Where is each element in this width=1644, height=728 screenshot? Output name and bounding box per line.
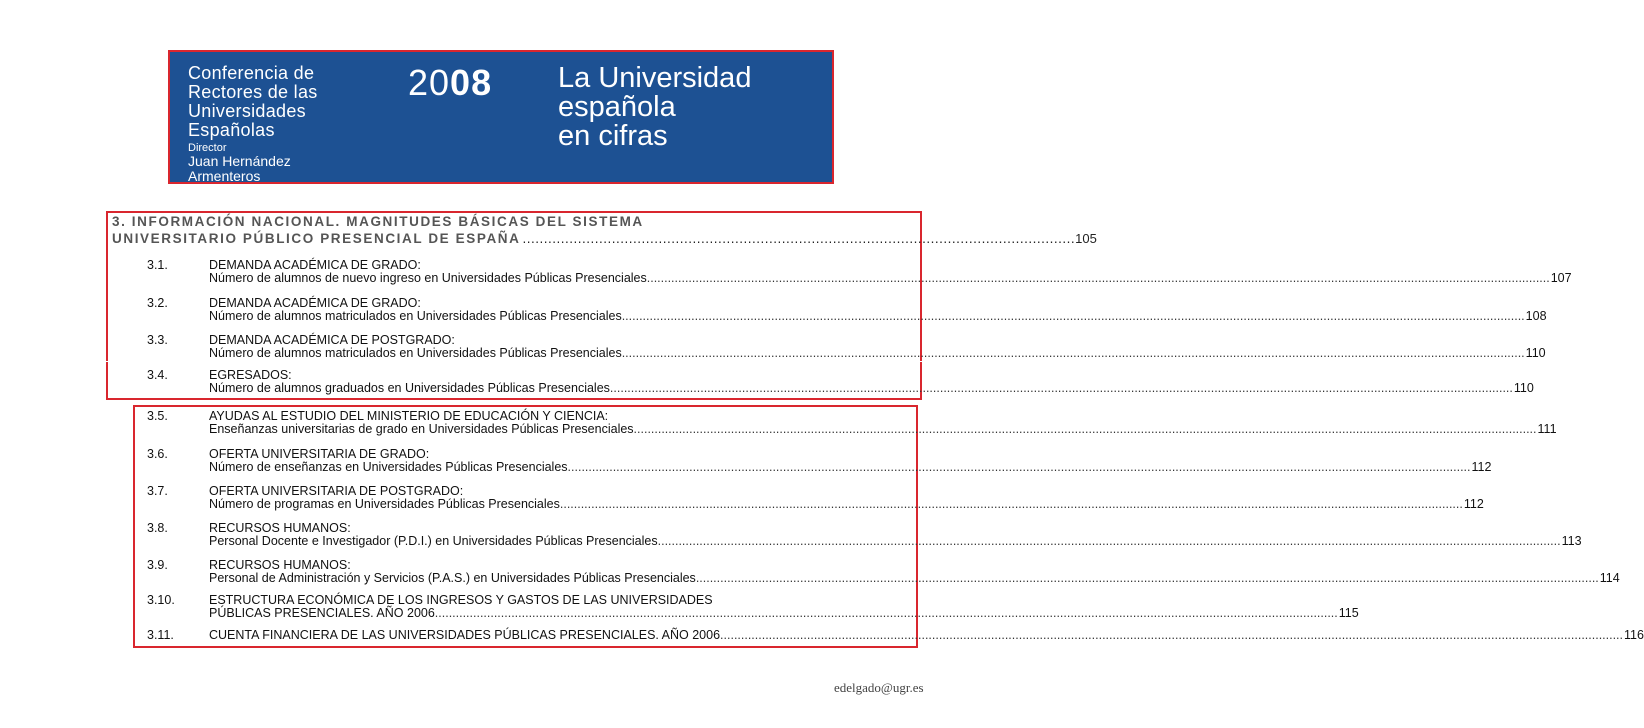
dot-leader: .................................................................................................................................................................................................................................................................... [646,271,1550,285]
title-line: española [558,91,676,123]
org-line: Españolas [188,120,275,140]
dot-leader: .................................................................................................................................................................................................................................................................... [559,497,1463,511]
organization-name [188,64,318,140]
entry-description [209,628,1644,642]
entry-page-number: 107 [1550,271,1572,285]
entry-description-text: Número de alumnos de nuevo ingreso en Universidades Públicas Presenciales [209,271,647,285]
entry-page-number: 110 [1513,381,1534,395]
entry-number: 3.1. [147,258,168,272]
dot-leader: .................................................................................................................................................................................................................................................................... [434,606,1338,620]
entry-heading: RECURSOS HUMANOS: [209,521,351,535]
entry-description-text: Número de programas en Universidades Públicas Presenciales [209,497,560,511]
dot-leader: .................................................................................................................................................................................................................................................................... [695,571,1599,585]
dot-leader: .................................................................................................................................................................................................................................................................... [633,422,1537,436]
entry-description [209,346,1546,360]
entry-page-number: 110 [1525,346,1546,360]
entry-number: 3.11. [147,628,174,642]
entry-page-number: 108 [1525,309,1547,323]
entry-heading: EGRESADOS: [209,368,292,382]
entry-description [209,271,1572,285]
entry-description [209,422,1557,436]
dot-leader: .................................................................................................................................................................................................................................................................... [621,346,1525,360]
entry-heading: DEMANDA ACADÉMICA DE POSTGRADO: [209,333,455,347]
entry-description [209,460,1492,474]
entry-description [209,497,1484,511]
entry-description-text: PÚBLICAS PRESENCIALES. AÑO 2006 [209,606,435,620]
entry-number: 3.7. [147,484,168,498]
entry-description-text: Número de alumnos matriculados en Universidades Públicas Presenciales [209,346,622,360]
entry-description-text: Personal Docente e Investigador (P.D.I.) en Universidades Públicas Presenciales [209,534,658,548]
director-name-line: Armenteros [188,168,261,184]
entry-number: 3.9. [147,558,168,572]
dot-leader: .................................................................................................................................................................................................................................................................... [657,534,1561,548]
entry-number: 3.4. [147,368,168,382]
entry-number: 3.2. [147,296,168,310]
entry-page-number: 115 [1338,606,1359,620]
author-email: edelgado@ugr.es [834,680,924,695]
entry-description-text: Número de enseñanzas en Universidades Públicas Presenciales [209,460,568,474]
title-line: La Universidad [558,62,752,94]
entry-description [209,381,1534,395]
director-name-line: Juan Hernández [188,153,291,169]
entry-number: 3.6. [147,447,168,461]
entry-description-text: Número de alumnos graduados en Universidades Públicas Presenciales [209,381,610,395]
section-heading-line2 [112,231,1097,246]
section-page-number: 105 [1075,231,1097,246]
entry-description [209,309,1547,323]
entry-page-number: 113 [1561,534,1582,548]
dot-leader: .................................................................................................................................................................................................................................................................... [609,381,1513,395]
publication-title [558,64,751,151]
section-heading-text: UNIVERSITARIO PÚBLICO PRESENCIAL DE ESPAÑA [112,231,521,246]
org-line: Universidades [188,101,306,121]
title-line: en cifras [558,120,668,152]
entry-heading: RECURSOS HUMANOS: [209,558,351,572]
dot-leader: .................................................................................................................................................................................................................................................................... [567,460,1471,474]
entry-heading: DEMANDA ACADÉMICA DE GRADO: [209,258,421,272]
entry-page-number: 111 [1537,422,1557,436]
edition-year [408,62,492,104]
entry-description [209,571,1620,585]
org-line: Rectores de las [188,82,318,102]
section-heading-line1: 3. INFORMACIÓN NACIONAL. MAGNITUDES BÁSICAS DEL SISTEMA [112,214,644,229]
year-prefix: 20 [408,62,451,103]
director-name [188,154,291,184]
dot-leader: .................................................................................................................................................................................................................................................................... [720,628,1624,642]
entry-heading: AYUDAS AL ESTUDIO DEL MINISTERIO DE EDUCACIÓN Y CIENCIA: [209,409,609,423]
entry-page-number: 112 [1471,460,1492,474]
entry-number: 3.3. [147,333,168,347]
entry-page-number: 112 [1463,497,1484,511]
entry-description [209,606,1359,620]
entry-heading: DEMANDA ACADÉMICA DE GRADO: [209,296,421,310]
dot-leader: .................................................................................................................................................................................................................................................................... [621,309,1525,323]
entry-page-number: 116 [1624,628,1644,642]
dot-leader: .................................................................................................................................. [522,231,1076,246]
entry-page-number: 114 [1599,571,1620,585]
entry-description-text: Enseñanzas universitarias de grado en Universidades Públicas Presenciales [209,422,634,436]
entry-number: 3.10. [147,593,175,607]
entry-heading: OFERTA UNIVERSITARIA DE GRADO: [209,447,430,461]
year-suffix: 08 [450,62,493,103]
entry-number: 3.8. [147,521,168,535]
entry-description-text: Personal de Administración y Servicios (P.A.S.) en Universidades Públicas Presenciales [209,571,696,585]
entry-description [209,534,1582,548]
org-line: Conferencia de [188,63,315,83]
entry-heading: OFERTA UNIVERSITARIA DE POSTGRADO: [209,484,464,498]
entry-number: 3.5. [147,409,168,423]
director-label: Director [188,142,227,154]
entry-description-text: CUENTA FINANCIERA DE LAS UNIVERSIDADES PÚBLICAS PRESENCIALES. AÑO 2006 [209,628,721,642]
entry-heading: ESTRUCTURA ECONÓMICA DE LOS INGRESOS Y GASTOS DE LAS UNIVERSIDADES [209,593,713,607]
entry-description-text: Número de alumnos matriculados en Universidades Públicas Presenciales [209,309,622,323]
header-banner [168,50,834,184]
